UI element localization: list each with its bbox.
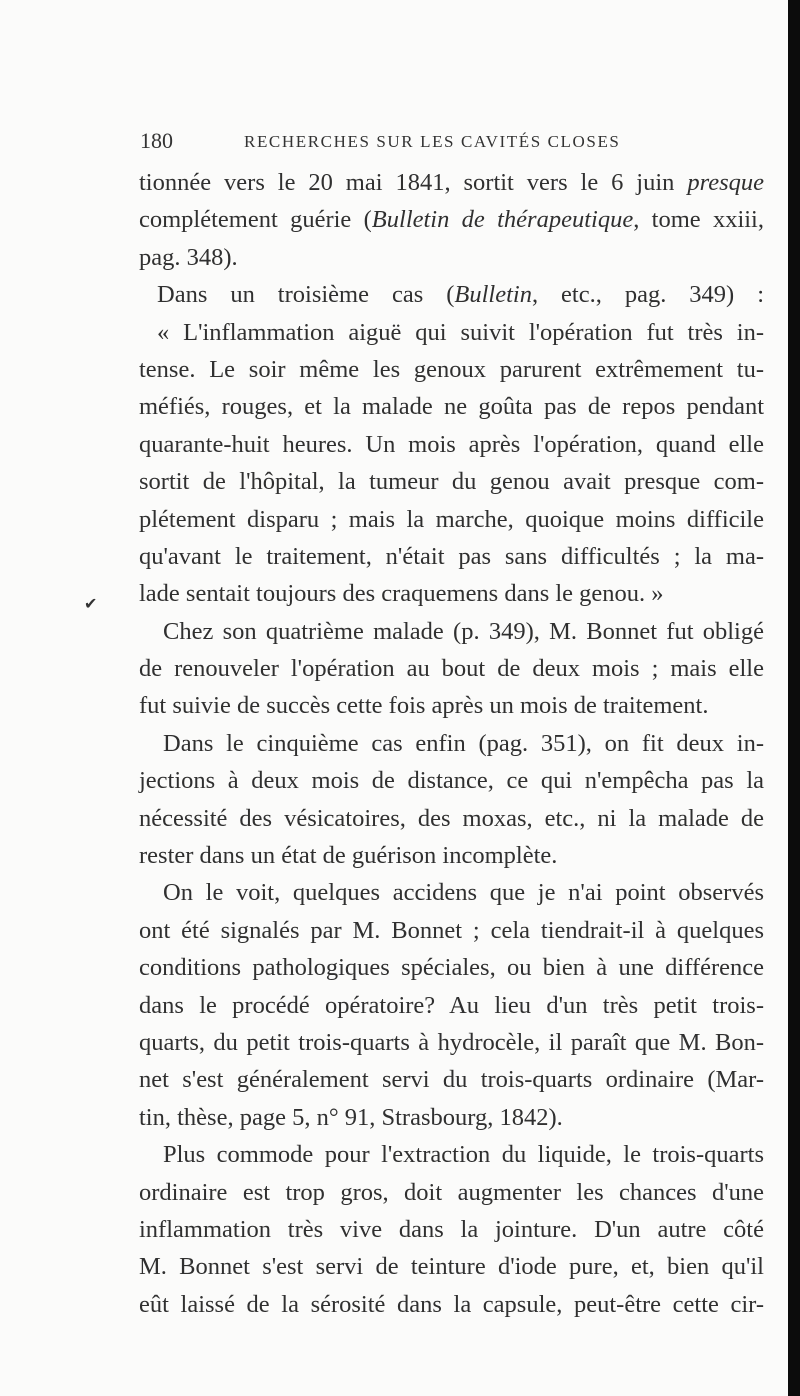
text-line: ordinaire est trop gros, doit augmenter les chances d'une <box>139 1178 764 1206</box>
text-line: lade sentait toujours des craquemens dans le genou. » <box>139 580 664 608</box>
text-line: rester dans un état de guérison incomplète. <box>139 842 558 870</box>
text-line: conditions pathologiques spéciales, ou bien à une différence <box>139 954 764 982</box>
text-line: tense. Le soir même les genoux parurent extrêmement tu- <box>139 355 764 383</box>
text-line: eût laissé de la sérosité dans la capsule, peut-être cette cir- <box>139 1290 764 1318</box>
page-header <box>140 128 760 162</box>
text-line: sortit de l'hôpital, la tumeur du genou avait presque com- <box>139 468 764 496</box>
text-line: M. Bonnet s'est servi de teinture d'iode pure, et, bien qu'il <box>139 1253 764 1281</box>
page-number: 180 <box>140 128 173 153</box>
running-head: RECHERCHES SUR LES CAVITÉS CLOSES <box>244 132 621 151</box>
text-line: de renouveler l'opération au bout de deux mois ; mais elle <box>139 655 764 683</box>
text-line: Dans un troisième cas (Bulletin, etc., pag. 349) : <box>157 281 764 309</box>
text-line: quarante-huit heures. Un mois après l'opération, quand elle <box>139 430 764 458</box>
text-line: dans le procédé opératoire? Au lieu d'un très petit trois- <box>139 991 764 1019</box>
text-line: ont été signalés par M. Bonnet ; cela tiendrait-il à quelques <box>139 916 764 944</box>
text-line: On le voit, quelques accidens que je n'ai point observés <box>163 879 764 907</box>
body-text <box>139 164 764 1323</box>
text-line: tionnée vers le 20 mai 1841, sortit vers le 6 juin presque <box>139 169 764 196</box>
text-line: fut suivie de succès cette fois après un mois de traitement. <box>139 692 709 720</box>
text-line: pag. 348). <box>139 243 238 271</box>
text-line: Chez son quatrième malade (p. 349), M. Bonnet fut obligé <box>163 617 764 645</box>
text-line: méfiés, rouges, et la malade ne goûta pas de repos pendant <box>139 393 764 421</box>
text-line: « L'inflammation aiguë qui suivit l'opération fut très in- <box>157 318 764 346</box>
page-edge-shadow <box>788 0 800 1396</box>
text-line: qu'avant le traitement, n'était pas sans difficultés ; la ma- <box>139 542 764 570</box>
text-line: jections à deux mois de distance, ce qui n'empêcha pas la <box>139 767 764 795</box>
text-line: inflammation très vive dans la jointure. D'un autre côté <box>139 1215 764 1243</box>
text-line: complétement guérie (Bulletin de thérapeutique, tome xxiii, <box>139 206 764 234</box>
text-line: net s'est généralement servi du trois-quarts ordinaire (Mar- <box>139 1066 764 1094</box>
text-line: nécessité des vésicatoires, des moxas, etc., ni la malade de <box>139 804 764 832</box>
text-line: tin, thèse, page 5, n° 91, Strasbourg, 1842). <box>139 1103 563 1131</box>
margin-mark-icon: ✔ <box>84 596 98 613</box>
text-line: quarts, du petit trois-quarts à hydrocèle, il paraît que M. Bon- <box>139 1028 764 1056</box>
text-line: plétement disparu ; mais la marche, quoique moins difficile <box>139 505 764 533</box>
text-line: Plus commode pour l'extraction du liquide, le trois-quarts <box>163 1141 764 1169</box>
text-line: Dans le cinquième cas enfin (pag. 351), on fit deux in- <box>163 729 764 757</box>
